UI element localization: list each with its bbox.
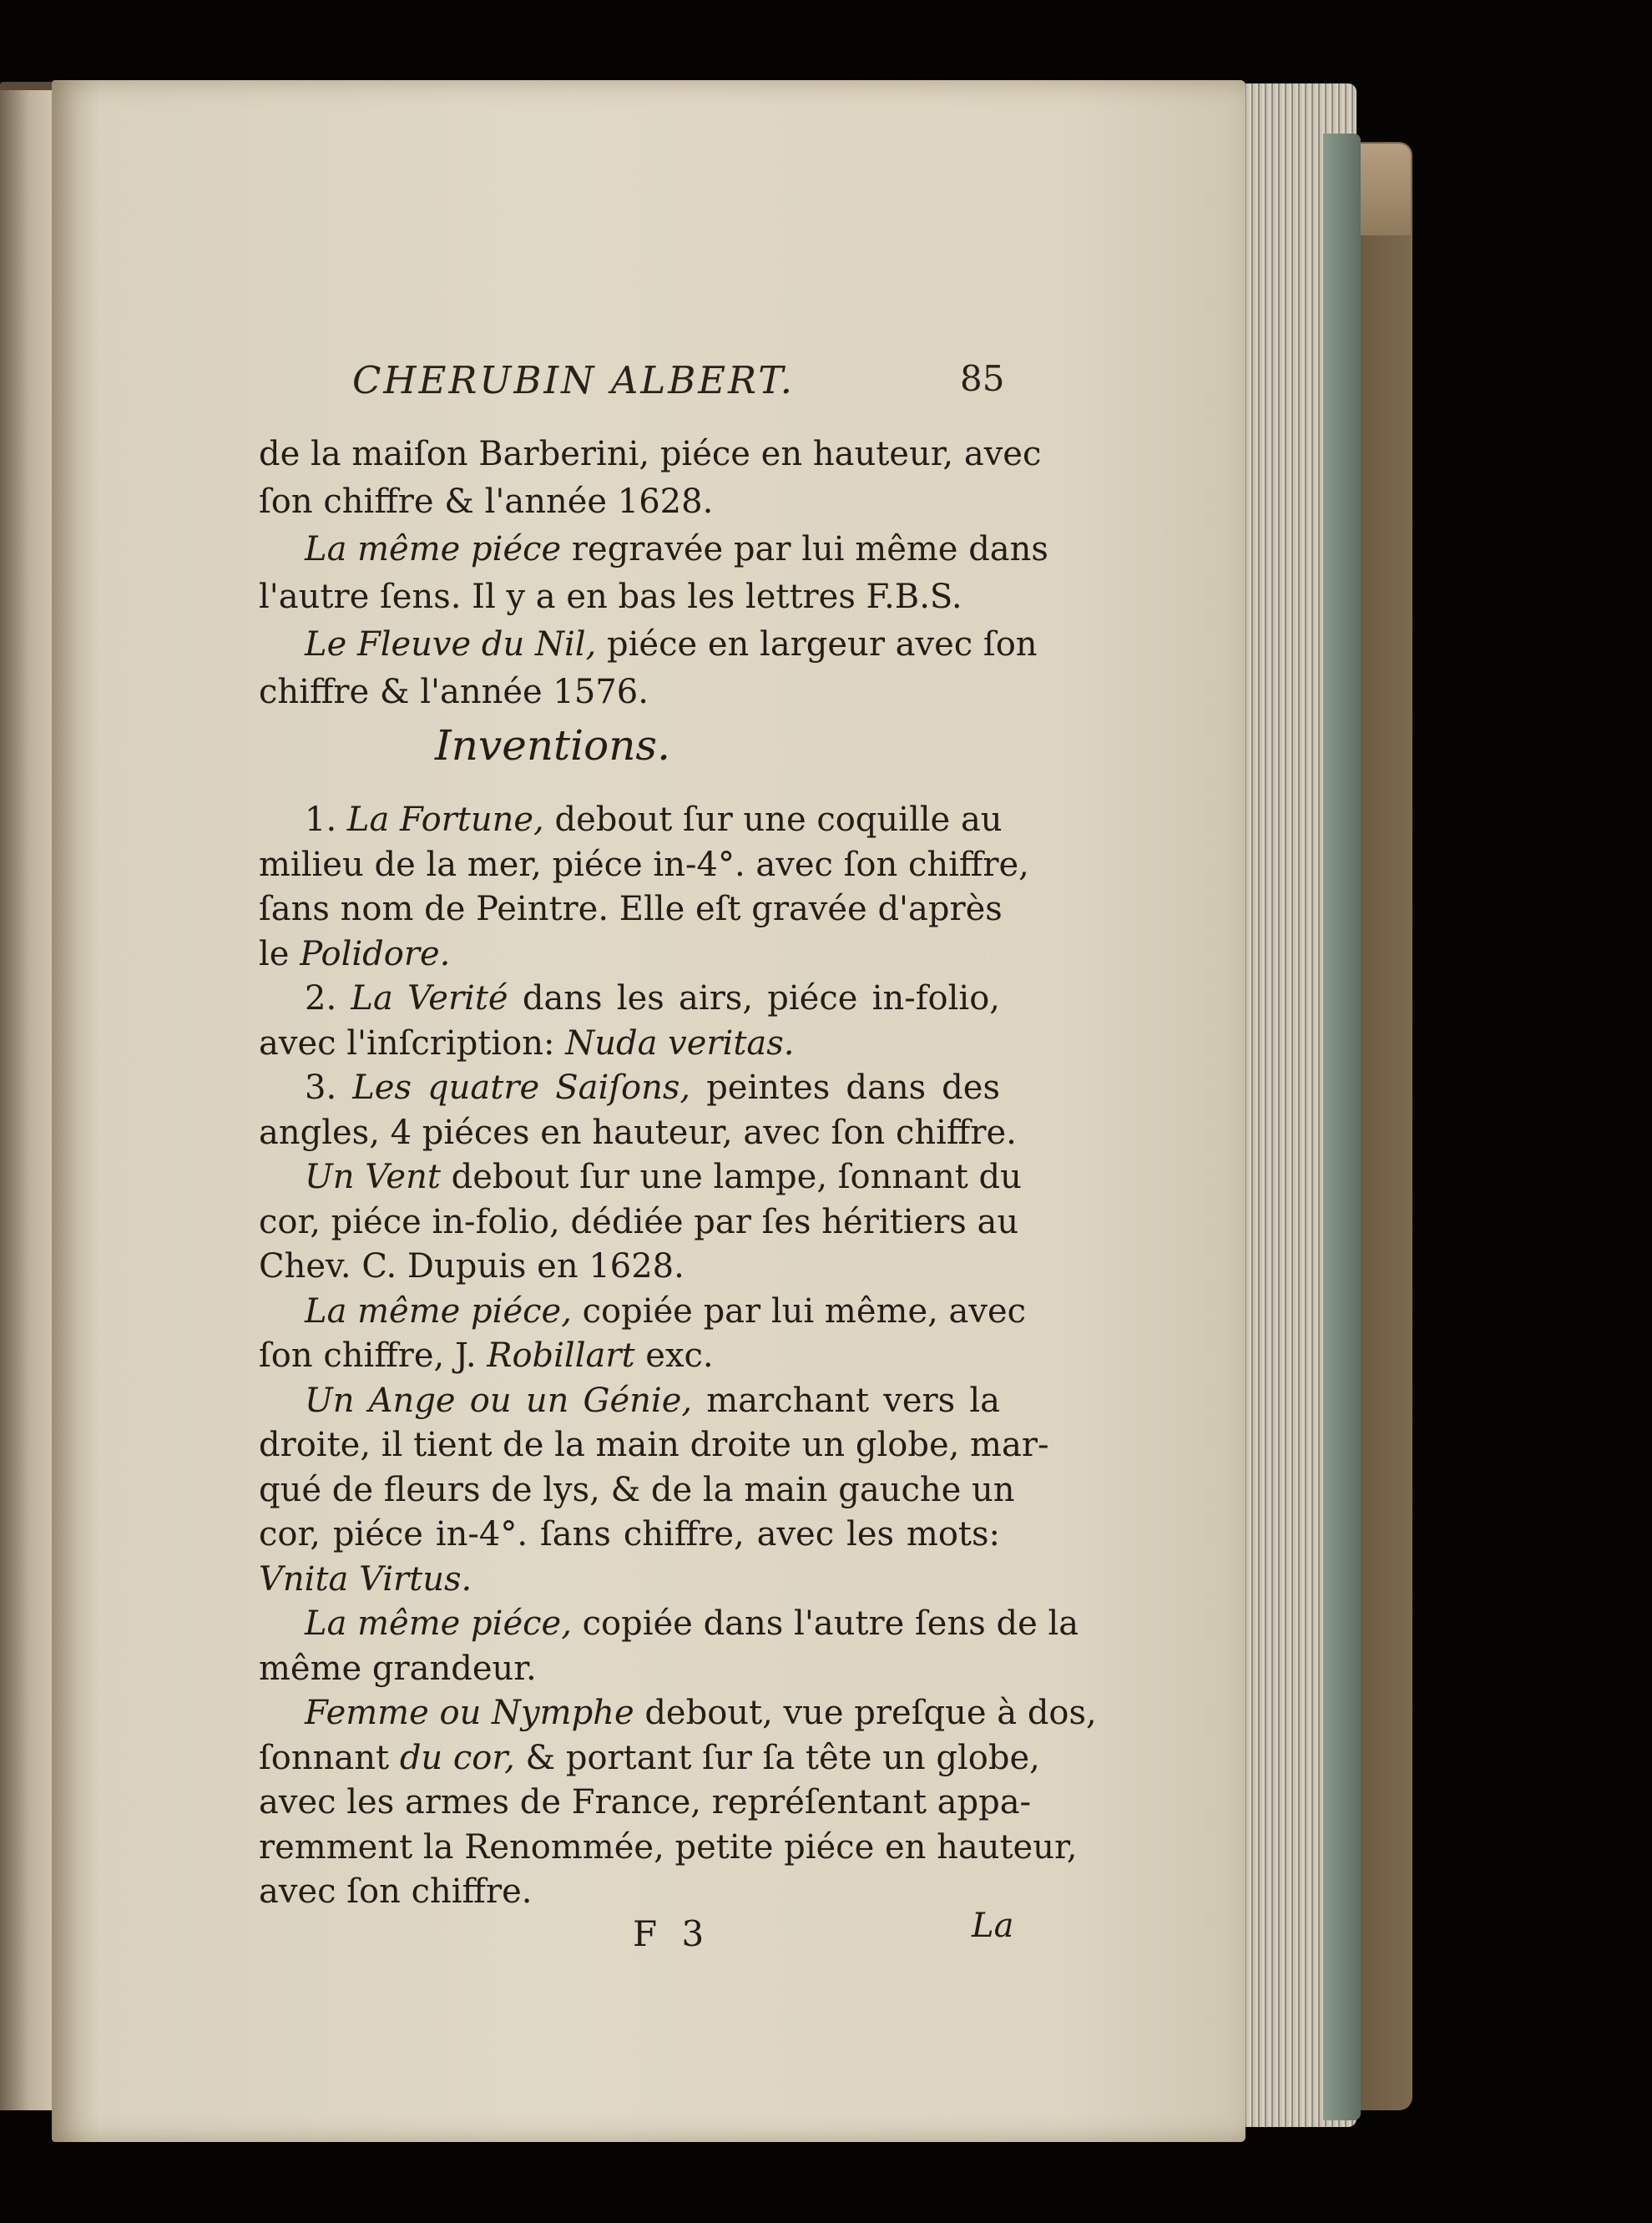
italic-run: La même piéce, <box>305 1291 572 1331</box>
text-line <box>259 931 1000 978</box>
text-run: ſonnant <box>259 1738 400 1777</box>
text-run: le <box>259 934 301 973</box>
italic-run: Nuda veritas. <box>565 1023 795 1063</box>
text-line <box>259 1154 1022 1200</box>
text-line <box>259 1109 1017 1156</box>
italic-run: La Verité <box>351 979 508 1018</box>
text-run: regravée par lui même dans <box>561 530 1048 568</box>
italic-run: Vnita Virtus. <box>259 1559 472 1599</box>
text-line <box>259 1556 1000 1603</box>
text-run: 1. <box>305 801 347 839</box>
text-run: peintes dans des <box>690 1069 1000 1107</box>
text-line <box>259 1511 1000 1558</box>
text-run: debout ſur une coquille au <box>543 801 1003 839</box>
text-line <box>259 621 1038 668</box>
text-line <box>259 478 1000 525</box>
text-line <box>259 841 1029 888</box>
text-run: copiée par lui même, avec <box>571 1291 1027 1331</box>
page-number: 85 <box>960 358 1005 399</box>
text-run: qué de fleurs de lys, & de la main gauche un <box>259 1470 1015 1509</box>
catchword: La <box>972 1907 1014 1945</box>
italic-run: Le Fleuve du Nil, <box>305 625 597 664</box>
text-line <box>259 1735 1040 1781</box>
text-line <box>259 1422 1049 1468</box>
text-run: ſans nom de Peintre. Elle eſt gravée d'après <box>259 890 1003 928</box>
text-run: chiffre & l'année 1576. <box>259 673 649 711</box>
text-run: même grandeur. <box>259 1649 537 1688</box>
book-page <box>52 80 1245 2142</box>
text-line <box>259 1824 1078 1871</box>
running-head: CHERUBIN ALBERT. <box>352 358 795 402</box>
text-run: avec ſon chiffre. <box>259 1872 533 1911</box>
text-line <box>259 1243 1000 1290</box>
signature-mark: F 3 <box>633 1913 711 1954</box>
text-run: milieu de la mer, piéce in-4°. avec ſon chiffre, <box>259 845 1029 884</box>
text-run: l'autre ſens. Il y a en bas les lettres F.B.S. <box>259 578 962 616</box>
text-line <box>259 1064 1000 1111</box>
text-run: 2. <box>305 979 351 1018</box>
text-line <box>259 796 1003 843</box>
italic-run: Femme ou Nymphe <box>305 1694 634 1732</box>
italic-run: Les quatre Saiſons, <box>352 1069 691 1107</box>
text-line <box>259 1690 1097 1736</box>
text-run: avec l'inſcription: <box>259 1023 566 1063</box>
text-run: debout ſur une lampe, ſonnant du <box>440 1158 1022 1196</box>
text-line <box>259 669 1000 715</box>
text-line <box>259 1467 1015 1513</box>
italic-run: Robillart <box>487 1336 635 1375</box>
text-line <box>259 1600 1079 1647</box>
cover-corner <box>1352 144 1411 235</box>
text-line <box>259 573 1000 620</box>
text-line <box>259 1645 1000 1692</box>
italic-run: La même piéce <box>305 530 562 568</box>
text-run: ſon chiffre, J. <box>259 1336 488 1375</box>
italic-run: Polidore. <box>300 934 451 973</box>
text-run: ſon chiffre & l'année 1628. <box>259 482 714 521</box>
italic-run: du cor, <box>399 1738 515 1777</box>
italic-run: Un Ange ou un Génie, <box>305 1381 693 1420</box>
text-line <box>259 1288 1027 1335</box>
text-run: cor, piéce in-folio, dédiée par ſes héritiers au <box>259 1202 1019 1241</box>
text-run: angles, 4 piéces en hauteur, avec ſon chiffre. <box>259 1113 1017 1152</box>
text-line <box>259 1377 1000 1424</box>
text-line <box>259 1332 1000 1379</box>
text-run: & portant ſur ſa tête un globe, <box>514 1738 1040 1777</box>
italic-run: La même piéce, <box>305 1604 572 1643</box>
text-run: marchant vers la <box>692 1381 1000 1420</box>
text-run: 3. <box>305 1069 353 1107</box>
text-run: copiée dans l'autre ſens de la <box>571 1604 1079 1643</box>
text-line <box>259 1779 1032 1826</box>
text-line <box>259 431 1042 477</box>
text-run: remment la Renommée, petite piéce en hauteur, <box>259 1827 1078 1867</box>
text-run: Chev. C. Dupuis en 1628. <box>259 1247 685 1286</box>
text-run: debout, vue preſque à dos, <box>634 1694 1097 1732</box>
text-line <box>259 886 1003 932</box>
text-run: droite, il tient de la main droite un globe, mar- <box>259 1426 1049 1464</box>
text-line <box>259 526 1048 573</box>
text-line <box>259 975 1000 1022</box>
italic-run: La Fortune, <box>346 801 544 839</box>
text-line <box>259 1199 1019 1245</box>
italic-run: Un Vent <box>305 1158 441 1196</box>
text-run: avec les armes de France, repréſentant appa- <box>259 1783 1032 1821</box>
text-run: dans les airs, piéce in-folio, <box>508 979 1001 1018</box>
text-run: exc. <box>634 1336 714 1375</box>
page-block-shade <box>1323 134 1361 2120</box>
section-heading: Inventions. <box>435 721 670 770</box>
text-line <box>259 1020 1000 1067</box>
text-run: piéce en largeur avec ſon <box>596 625 1038 664</box>
text-line <box>259 1868 1000 1915</box>
text-run: cor, piéce in-4°. ſans chiffre, avec les mots: <box>259 1515 1000 1554</box>
text-run: de la maiſon Barberini, piéce en hauteur, avec <box>259 435 1042 473</box>
